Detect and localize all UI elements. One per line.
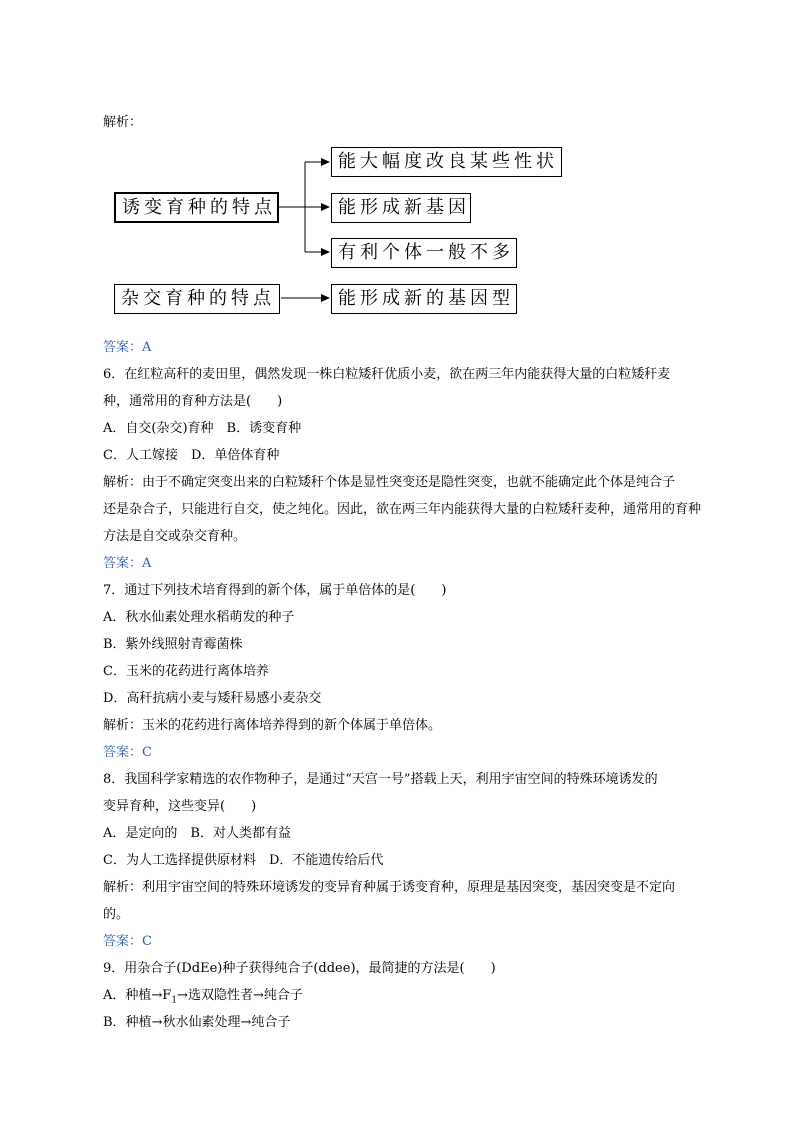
q9-option-a xyxy=(103,987,303,1010)
analysis-label: 解析： xyxy=(103,115,143,130)
mut-feature-box-1: 能大幅度改良某些性状 xyxy=(331,147,562,177)
q6-analysis-line-2: 还是杂合子，只能进行自交，使之纯化。因此，欲在两三年内能获得大量的白粒矮秆麦种，通常用的育种 xyxy=(103,502,702,517)
q7-option-d: D．高秆抗病小麦与矮秆易感小麦杂交 xyxy=(103,691,322,706)
q9-option-a-subscript: 1 xyxy=(171,995,178,1006)
q7-option-c: C．玉米的花药进行离体培养 xyxy=(103,664,269,679)
cross-feature-box-1: 能形成新的基因型 xyxy=(331,284,517,314)
q6-answer: 答案：A xyxy=(103,556,152,571)
q8-analysis-line-2: 的。 xyxy=(103,907,130,922)
q8-answer: 答案：C xyxy=(103,934,152,949)
mut-feature-box-3: 有利个体一般不多 xyxy=(331,238,517,268)
q6-options-line-1: A．自交(杂交)育种 B．诱变育种 xyxy=(103,421,302,436)
q6-stem-line-1: 6．在红粒高秆的麦田里，偶然发现一株白粒矮秆优质小麦，欲在两三年内能获得大量的白粒矮秆麦 xyxy=(103,367,671,382)
q6-analysis-line-1: 解析：由于不确定突变出来的白粒矮秆个体是显性突变还是隐性突变，也就不能确定此个体是纯合子 xyxy=(103,475,676,490)
cross-breeding-box: 杂交育种的特点 xyxy=(114,284,280,314)
q6-analysis-line-3: 方法是自交或杂交育种。 xyxy=(103,529,247,544)
q8-options-line-2: C．为人工选择提供原材料 D．不能遗传给后代 xyxy=(103,853,384,868)
q7-option-b: B．紫外线照射青霉菌株 xyxy=(103,637,243,652)
q9-option-b: B．种植→秋水仙素处理→纯合子 xyxy=(103,1015,291,1030)
q7-answer: 答案：C xyxy=(103,745,152,760)
q7-stem: 7．通过下列技术培育得到的新个体，属于单倍体的是( ) xyxy=(103,583,447,598)
q9-option-a-pre: A．种植→F xyxy=(103,988,172,1003)
q6-options-line-2: C．人工嫁接 D．单倍体育种 xyxy=(103,448,280,463)
q7-analysis: 解析：玉米的花药进行离体培养得到的新个体属于单倍体。 xyxy=(103,718,442,733)
q8-options-line-1: A．是定向的 B．对人类都有益 xyxy=(103,826,291,841)
q6-stem-line-2: 种，通常用的育种方法是( ) xyxy=(103,394,283,409)
answer-5: 答案：A xyxy=(103,340,152,355)
q8-stem-line-1: 8．我国科学家精选的农作物种子，是通过“天宫一号”搭载上天，利用宇宙空间的特殊环境诱发的 xyxy=(103,772,658,787)
mut-feature-box-2: 能形成新基因 xyxy=(331,193,471,223)
q8-analysis-line-1: 解析：利用宇宙空间的特殊环境诱发的变异育种属于诱变育种，原理是基因突变，基因突变是不定向 xyxy=(103,880,676,895)
q7-option-a: A．秋水仙素处理水稻萌发的种子 xyxy=(103,610,295,625)
q8-stem-line-2: 变异育种，这些变异( ) xyxy=(103,799,257,814)
q9-stem: 9．用杂合子(DdEe)种子获得纯合子(ddee)，最简捷的方法是( ) xyxy=(103,961,496,976)
mutation-breeding-box: 诱变育种的特点 xyxy=(114,192,279,223)
q9-option-a-post: →选双隐性者→纯合子 xyxy=(177,988,303,1003)
